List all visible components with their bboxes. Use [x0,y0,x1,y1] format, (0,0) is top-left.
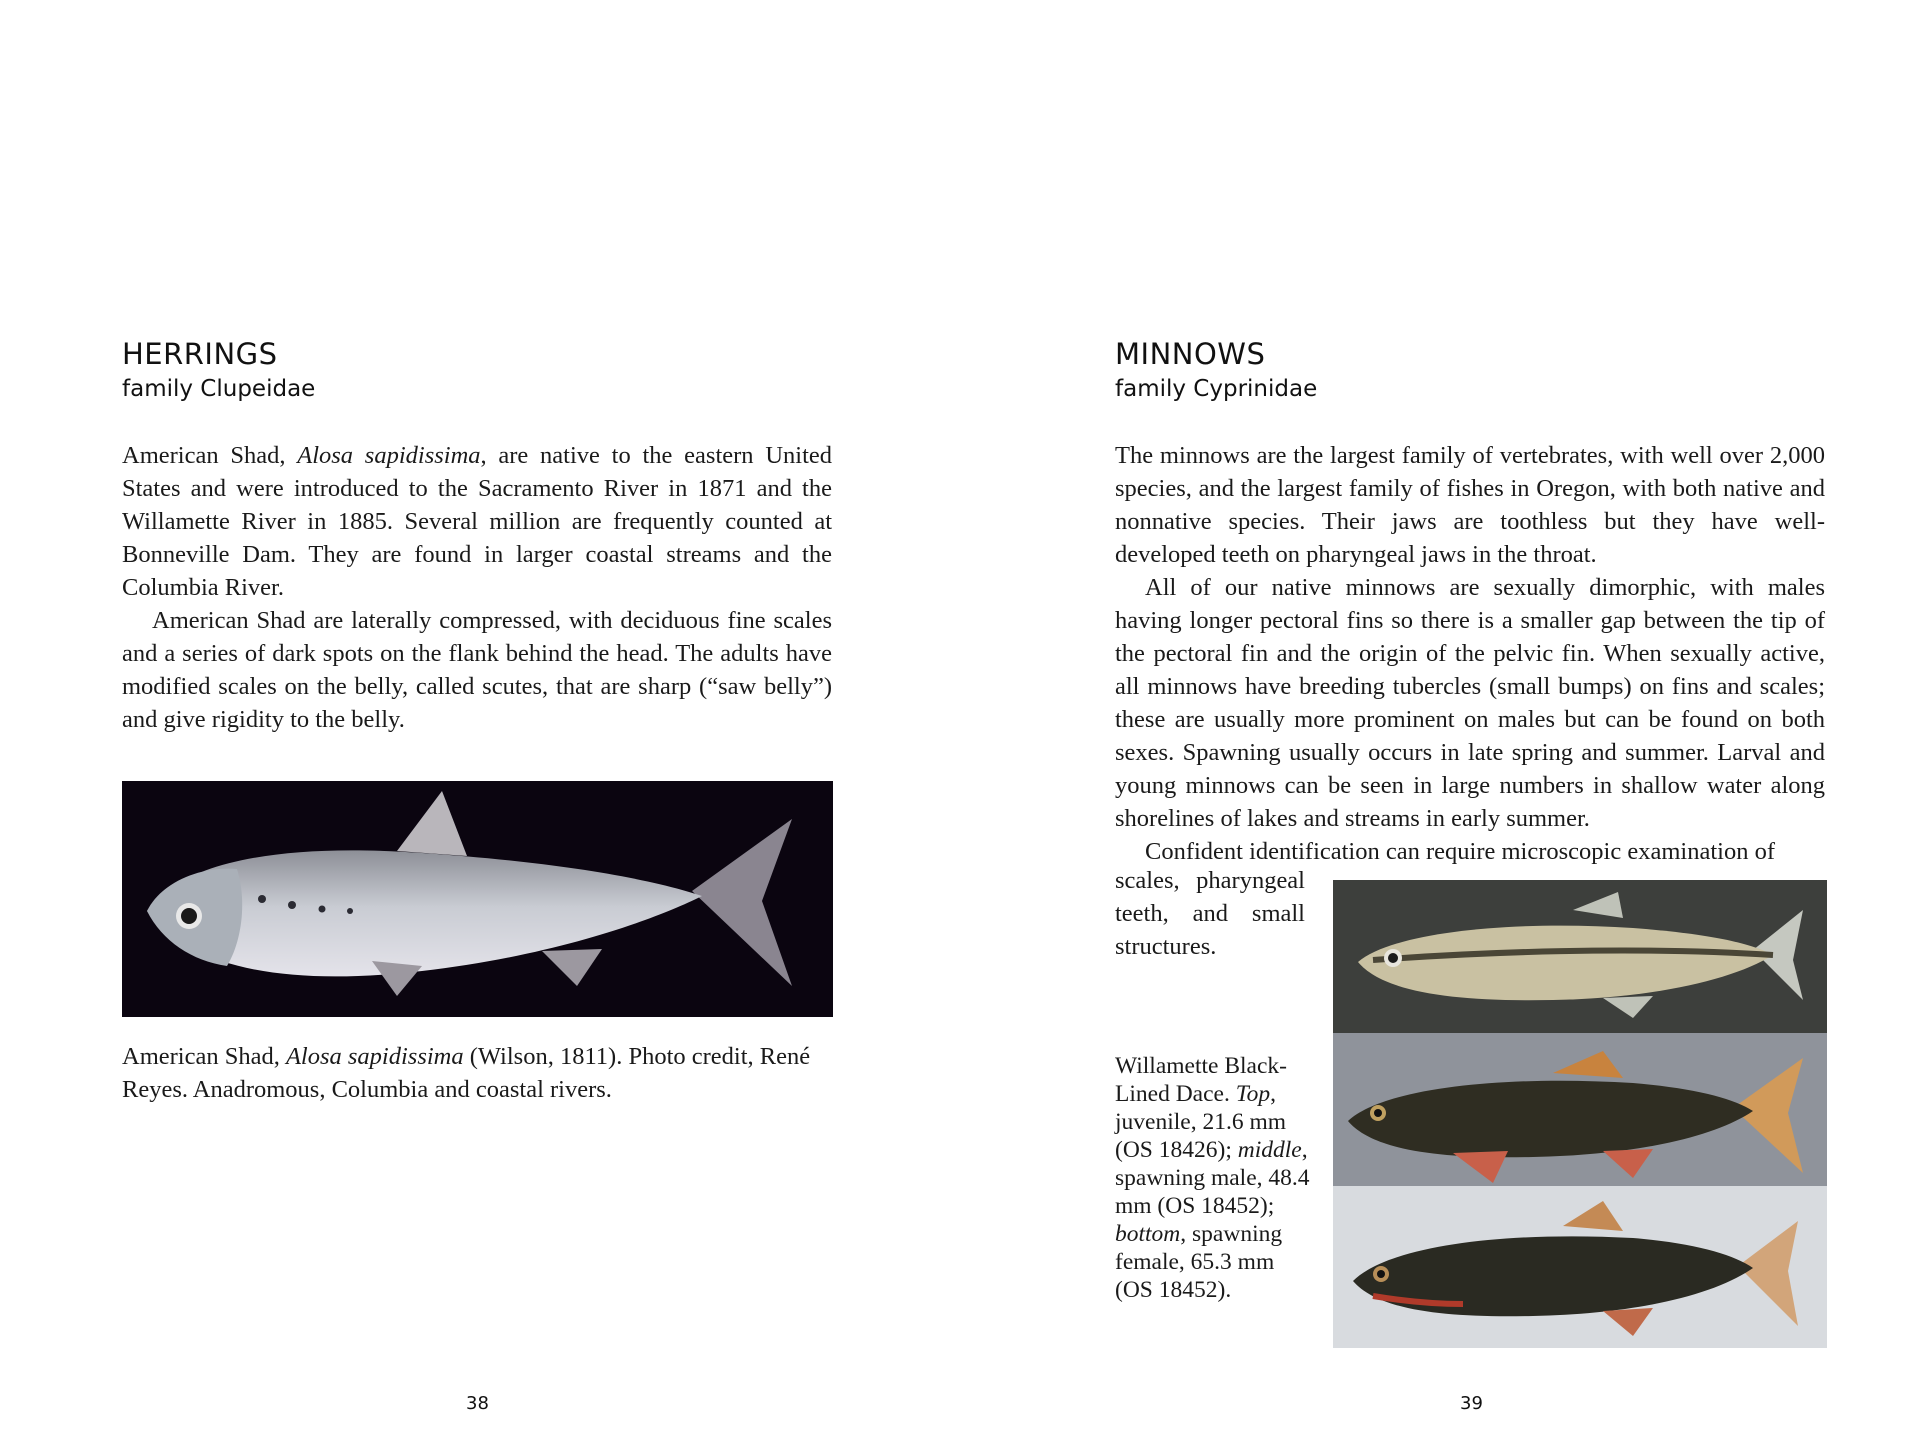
text-run: American Shad, [122,1043,286,1070]
dace-juvenile-photo [1333,880,1827,1033]
text-run: , juvenile, 21.6 mm (OS 18426); [1115,1081,1287,1163]
scientific-name: Alosa sapidissima [297,442,481,469]
american-shad-photo [122,781,833,1017]
page-subheading: family Cyprinidae [1115,376,1318,402]
text-run: , spawning female, 65.3 mm (OS 18452). [1115,1221,1283,1303]
photo-caption [1115,1052,1315,1304]
page-heading: MINNOWS [1115,337,1266,371]
body-text [1115,439,1825,868]
scientific-name: Alosa sapidissima [285,1043,464,1070]
caption-label: middle [1237,1137,1302,1163]
dace-female-photo [1333,1186,1827,1348]
wrapped-paragraph-continuation: scales, pharyngeal teeth, and small structures. [1115,867,1305,960]
text-run: , are native to the eastern United States and were introduced to the Sacramento River in 1871 and the Willamette River in 1885. Several million are frequently counted at Bonneville Dam. They are found in larger coastal streams and the Columbia River. [122,442,832,601]
right-page [960,0,1920,1440]
paragraph: American Shad are laterally compressed, with deciduous fine scales and a series of dark spots on the flank behind the head. The adults have modified scales on the belly, called scutes, that are sharp (“saw belly”) and give rigidity to the belly. [122,607,832,733]
paragraph: Confident identification can require microscopic examination of [1145,838,1775,865]
body-text [122,439,832,736]
text-run: (Wilson, 1811). Photo credit, René Reyes. Anadromous, Columbia and coastal rivers. [122,1043,811,1103]
photo-caption [122,1040,834,1106]
page-number: 38 [466,1393,489,1414]
page-number: 39 [1460,1393,1483,1414]
caption-label: Top [1235,1081,1271,1107]
caption-label: bottom [1115,1221,1181,1247]
text-run: Willamette Black-Lined Dace. [1115,1053,1287,1107]
page-subheading: family Clupeidae [122,376,316,402]
dace-male-photo [1333,1033,1827,1186]
text-run: , spawning male, 48.4 mm (OS 18452); [1115,1137,1310,1219]
page-heading: HERRINGS [122,337,278,371]
paragraph: All of our native minnows are sexually dimorphic, with males having longer pectoral fins so there is a smaller gap between the tip of the pectoral fin and the origin of the pelvic fin. When sexually active, all minnows have breeding tubercles (small bumps) on fins and scales; these are usually more prominent on males but can be found on both sexes. Spawning usually occurs in late spring and summer. Larval and young minnows can be seen in large numbers in shallow water along shorelines of lakes and streams in early summer. [1115,574,1825,832]
paragraph: The minnows are the largest family of vertebrates, with well over 2,000 species, and the largest family of fishes in Oregon, with both native and nonnative species. Their jaws are toothless but they have well-developed teeth on pharyngeal jaws in the throat. [1115,442,1825,568]
paragraph [122,439,832,604]
text-run: American Shad, [122,442,298,469]
